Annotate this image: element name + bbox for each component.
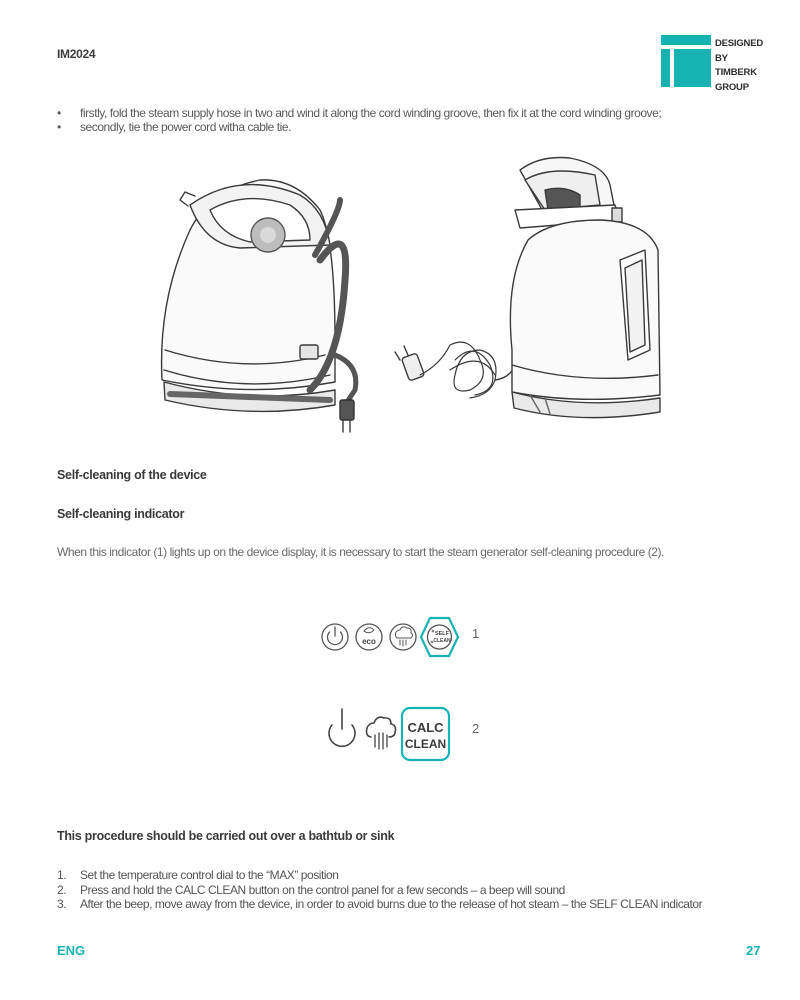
- steam-generator-illustration: [150, 150, 670, 440]
- intro-bullet-list: [57, 106, 661, 134]
- step-text: Set the temperature control dial to the “MAX” position: [80, 868, 339, 882]
- indicator-number-1: 1: [472, 626, 480, 641]
- eco-icon: [356, 624, 382, 650]
- self-label: SELF: [434, 631, 450, 637]
- steam-cloud-icon: [367, 717, 396, 749]
- section-title-indicator: Self-cleaning indicator: [57, 507, 185, 521]
- power-icon: [322, 624, 348, 650]
- section-title-procedure: This procedure should be carried out over a bathtub or sink: [57, 829, 395, 843]
- list-item: [57, 868, 702, 883]
- eco-label: eco: [362, 637, 376, 646]
- step-number: 2.: [57, 882, 67, 897]
- logo-mark-icon: [661, 35, 711, 87]
- display-panel-2: [325, 703, 455, 765]
- step-text: Press and hold the CALC CLEAN button on the control panel for a few seconds – a beep will sound: [80, 882, 565, 897]
- step-number: 3.: [57, 897, 67, 911]
- step-number: 1.: [57, 868, 67, 882]
- step-text: After the beep, move away from the device, in order to avoid burns due to the release of hot steam – the SELF CLEAN indicator: [80, 897, 703, 911]
- list-item: • secondly, tie the power cord witha cable tie.: [57, 120, 661, 134]
- timberk-logo: [661, 35, 771, 93]
- procedure-step-list: [57, 868, 702, 912]
- section-title-self-cleaning: Self-cleaning of the device: [57, 468, 207, 482]
- power-icon: [329, 709, 355, 746]
- document-code: IM2024: [57, 47, 96, 61]
- clean-label: CLEAN: [404, 737, 447, 751]
- calc-label: CALC: [407, 720, 444, 735]
- steam-generator-side-drawing: [510, 158, 660, 418]
- steam-cloud-icon: [390, 624, 416, 650]
- power-plug-cord-drawing: [395, 342, 515, 398]
- display-panel-1: [318, 604, 468, 666]
- logo-line-3: GROUP: [715, 81, 749, 93]
- page-number: 27: [746, 943, 761, 958]
- footer-language: ENG: [57, 943, 86, 958]
- list-item: • firstly, fold the steam supply hose in two and wind it along the cord winding groove, then fix it at the cord winding groove;: [57, 106, 661, 120]
- list-item: [57, 883, 702, 898]
- indicator-number-2: 2: [472, 721, 480, 736]
- indicator-description: When this indicator (1) lights up on the device display, it is necessary to start the steam generator self-cleaning procedure (2).: [57, 545, 664, 559]
- calc-clean-button: [402, 708, 449, 760]
- clean-label: CLEAN: [433, 638, 451, 644]
- logo-line-2: BY TIMBERK: [715, 52, 757, 78]
- self-clean-icon: [421, 618, 458, 656]
- logo-line-1: DESIGNED: [715, 38, 764, 49]
- steam-generator-front-drawing: [162, 180, 356, 432]
- logo-text: [715, 37, 771, 95]
- list-item: [57, 897, 702, 912]
